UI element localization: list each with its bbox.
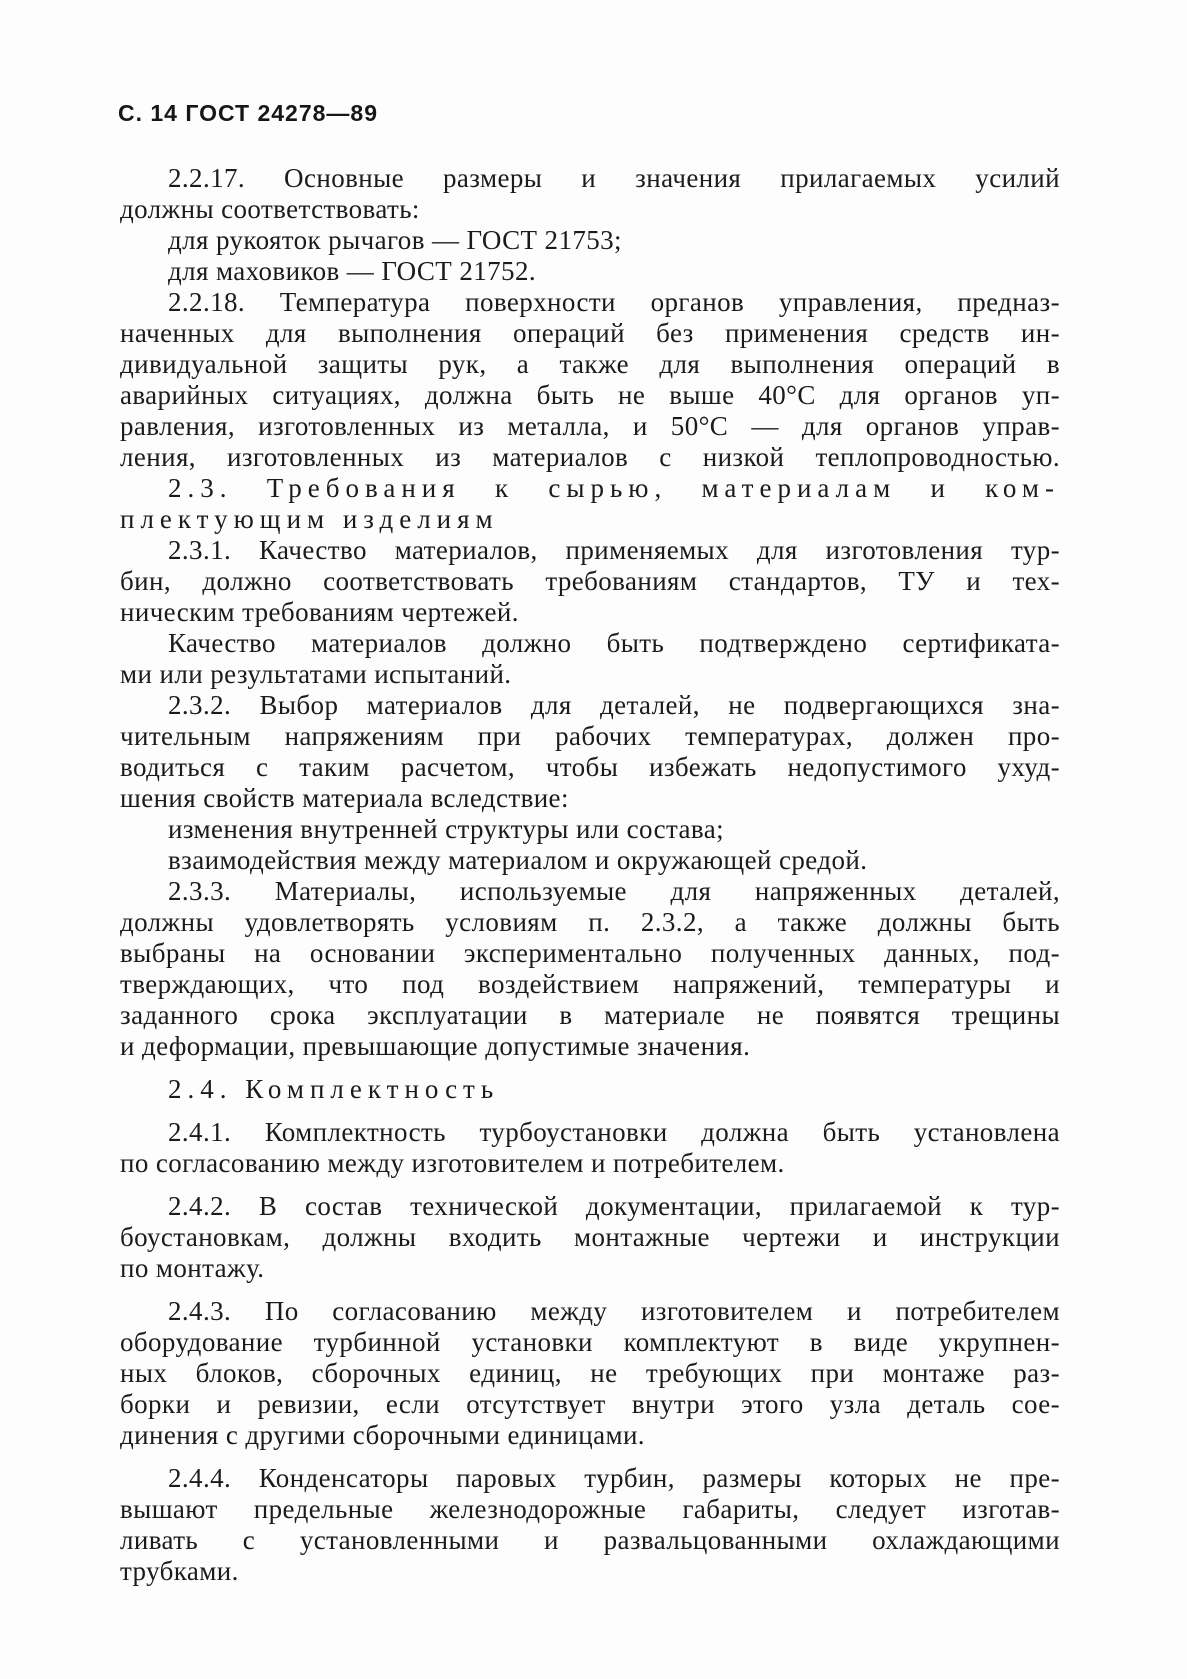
text-line: 2.2.18. Температура поверхности органов управления, предназ- bbox=[168, 287, 1060, 317]
text-line: 2.4.1. Комплектность турбоустановки должна быть установлена bbox=[168, 1117, 1060, 1147]
text-line: динения с другими сборочными единицами. bbox=[120, 1420, 645, 1450]
text-line: 2.4.4. Конденсаторы паровых турбин, размеры которых не пре- bbox=[168, 1463, 1060, 1493]
text-line: должны соответствовать: bbox=[120, 194, 420, 224]
text-line: ническим требованиям чертежей. bbox=[120, 597, 519, 627]
text-line: борки и ревизии, если отсутствует внутри этого узла деталь сое- bbox=[120, 1389, 1060, 1419]
text-line: ных блоков, сборочных единиц, не требующих при монтаже раз- bbox=[120, 1358, 1060, 1388]
text-line: 2.3.3. Материалы, используемые для напряженных деталей, bbox=[168, 876, 1060, 906]
text-line: чительным напряжениям при рабочих температурах, должен про- bbox=[120, 721, 1060, 751]
text-line: заданного срока эксплуатации в материале не появятся трещины bbox=[120, 1000, 1060, 1030]
text-line: и деформации, превышающие допустимые значения. bbox=[120, 1031, 751, 1061]
text-line: 2.2.17. Основные размеры и значения прилагаемых усилий bbox=[168, 163, 1060, 193]
section-heading: плектующим изделиям bbox=[120, 504, 499, 534]
text-line: должны удовлетворять условиям п. 2.3.2, а также должны быть bbox=[120, 907, 1060, 937]
text-line: водиться с таким расчетом, чтобы избежать недопустимого ухуд- bbox=[120, 752, 1060, 782]
section-heading: 2.3. Требования к сырью, материалам и ком- bbox=[168, 473, 1060, 503]
body-text bbox=[120, 163, 1060, 1587]
text-line: 2.3.1. Качество материалов, применяемых для изготовления тур- bbox=[168, 535, 1060, 565]
text-line: выбраны на основании экспериментально полученных данных, под- bbox=[120, 938, 1060, 968]
text-line: для рукояток рычагов — ГОСТ 21753; bbox=[168, 225, 622, 255]
text-line: бин, должно соответствовать требованиям стандартов, ТУ и тех- bbox=[120, 566, 1060, 596]
text-line: 2.4.3. По согласованию между изготовителем и потребителем bbox=[168, 1296, 1060, 1326]
section-heading: 2.4. Комплектность bbox=[168, 1074, 500, 1104]
text-line: вышают предельные железнодорожные габариты, следует изготав- bbox=[120, 1494, 1060, 1524]
text-line: аварийных ситуациях, должна быть не выше 40°С для органов уп- bbox=[120, 380, 1060, 410]
text-line: тверждающих, что под воздействием напряжений, температуры и bbox=[120, 969, 1060, 999]
text-line: 2.3.2. Выбор материалов для деталей, не подвергающихся зна- bbox=[168, 690, 1060, 720]
text-line: наченных для выполнения операций без применения средств ин- bbox=[120, 318, 1060, 348]
text-line: ления, изготовленных из материалов с низкой теплопроводностью. bbox=[120, 442, 1060, 472]
text-line: ми или результатами испытаний. bbox=[120, 659, 512, 689]
text-line: по согласованию между изготовителем и потребителем. bbox=[120, 1148, 785, 1178]
page-header: С. 14 ГОСТ 24278—89 bbox=[118, 100, 379, 126]
text-line: дивидуальной защиты рук, а также для выполнения операций в bbox=[120, 349, 1060, 379]
text-line: по монтажу. bbox=[120, 1253, 265, 1283]
text-line: взаимодействия между материалом и окружающей средой. bbox=[168, 845, 868, 875]
text-line: Качество материалов должно быть подтверждено сертификата- bbox=[168, 628, 1060, 658]
text-line: 2.4.2. В состав технической документации, прилагаемой к тур- bbox=[168, 1191, 1060, 1221]
text-line: оборудование турбинной установки комплектуют в виде укрупнен- bbox=[120, 1327, 1060, 1357]
text-line: боустановкам, должны входить монтажные чертежи и инструкции bbox=[120, 1222, 1060, 1252]
text-line: ливать с установленными и развальцованными охлаждающими bbox=[120, 1525, 1060, 1555]
text-line: для маховиков — ГОСТ 21752. bbox=[168, 256, 536, 286]
text-line: шения свойств материала вследствие: bbox=[120, 783, 569, 813]
text-line: трубками. bbox=[120, 1556, 239, 1586]
text-line: равления, изготовленных из металла, и 50°С — для органов управ- bbox=[120, 411, 1060, 441]
text-line: изменения внутренней структуры или состава; bbox=[168, 814, 724, 844]
